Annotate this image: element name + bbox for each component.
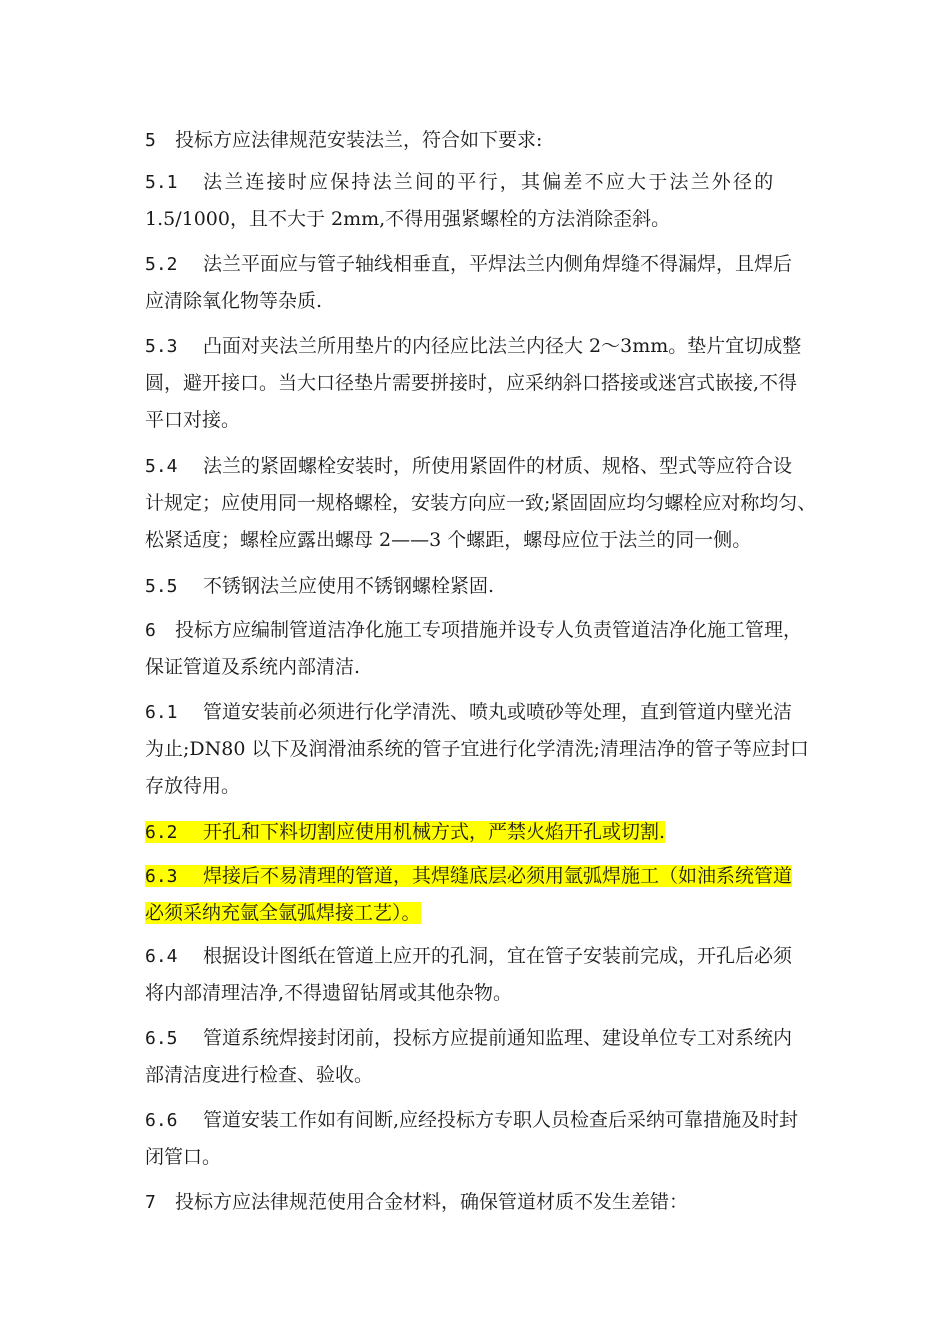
paragraph-text: 根据设计图纸在管道上应开的孔洞，宜在管子安装前完成，开孔后必须 xyxy=(203,945,793,967)
paragraph-5-3 xyxy=(145,328,815,439)
paragraph-text: 应清除氧化物等杂质. xyxy=(145,290,323,312)
section-number: 6.4 xyxy=(145,946,178,967)
paragraph-6-5 xyxy=(145,1020,815,1094)
paragraph-7 xyxy=(145,1184,815,1221)
section-number: 6.1 xyxy=(145,702,178,723)
paragraph-text: 管道安装工作如有间断,应经投标方专职人员检查后采纳可靠措施及时封 xyxy=(203,1109,799,1131)
section-number: 5.3 xyxy=(145,336,178,357)
paragraph-5-2 xyxy=(145,246,815,320)
section-number: 5 xyxy=(145,130,156,151)
paragraph-text: 法兰的紧固螺栓安装时，所使用紧固件的材质、规格、型式等应符合设 xyxy=(203,455,793,477)
paragraph-text: 闭管口。 xyxy=(145,1146,222,1168)
paragraph-text: 法兰连接时应保持法兰间的平行，其偏差不应大于法兰外径的 xyxy=(203,171,776,193)
paragraph-6-2 xyxy=(145,814,815,851)
section-number: 6.5 xyxy=(145,1028,178,1049)
paragraph-5 xyxy=(145,122,815,159)
paragraph-5-1 xyxy=(145,164,815,238)
paragraph-text: 平口对接。 xyxy=(145,409,241,431)
section-number: 6.3 xyxy=(145,866,178,887)
paragraph-text: 法兰平面应与管子轴线相垂直，平焊法兰内侧角焊缝不得漏焊，且焊后 xyxy=(203,253,793,275)
paragraph-5-5 xyxy=(145,568,815,605)
section-number: 6 xyxy=(145,620,156,641)
paragraph-text: 存放待用。 xyxy=(145,775,241,797)
paragraph-5-4 xyxy=(145,448,815,559)
section-number: 5.2 xyxy=(145,254,178,275)
section-number: 5.5 xyxy=(145,576,178,597)
paragraph-text: 圆，避开接口。当大口径垫片需要拼接时，应采纳斜口搭接或迷宫式嵌接,不得 xyxy=(145,372,798,394)
paragraph-text: 投标方应法律规范使用合金材料，确保管道材质不发生差错： xyxy=(175,1191,689,1213)
paragraph-6 xyxy=(145,612,815,686)
paragraph-6-6 xyxy=(145,1102,815,1176)
paragraph-text: 不锈钢法兰应使用不锈钢螺栓紧固. xyxy=(203,575,495,597)
paragraph-text: 为止;DN80 以下及润滑油系统的管子宜进行化学清洗;清理洁净的管子等应封口 xyxy=(145,738,809,760)
highlighted-text: 必须采纳充氩全氩弧焊接工艺）。 xyxy=(145,902,421,924)
paragraph-text: 投标方应编制管道洁净化施工专项措施并设专人负责管道洁净化施工管理， xyxy=(175,619,803,641)
section-number: 6.2 xyxy=(145,822,178,843)
paragraph-text: 管道安装前必须进行化学清洗、喷丸或喷砂等处理，直到管道内壁光洁 xyxy=(203,701,793,723)
paragraph-text: 管道系统焊接封闭前，投标方应提前通知监理、建设单位专工对系统内 xyxy=(203,1027,793,1049)
section-number: 5.1 xyxy=(145,172,178,193)
paragraph-6-3 xyxy=(145,858,815,932)
paragraph-text: 计规定；应使用同一规格螺栓，安装方向应一致;紧固固应均匀螺栓应对称均匀、 xyxy=(145,492,817,514)
paragraph-text: 1.5/1000，且不大于 2mm,不得用强紧螺栓的方法消除歪斜。 xyxy=(145,208,671,230)
highlighted-text: 开孔和下料切割应使用机械方式，严禁火焰开孔或切割. xyxy=(203,821,666,843)
paragraph-text: 保证管道及系统内部清洁. xyxy=(145,656,361,678)
paragraph-text: 将内部清理洁净,不得遗留钻屑或其他杂物。 xyxy=(145,982,513,1004)
paragraph-6-4 xyxy=(145,938,815,1012)
section-number: 7 xyxy=(145,1192,156,1213)
highlighted-text: 焊接后不易清理的管道，其焊缝底层必须用氩弧焊施工（如油系统管道 xyxy=(203,865,793,887)
paragraph-6-1 xyxy=(145,694,815,805)
paragraph-text: 凸面对夹法兰所用垫片的内径应比法兰内径大 2～3mm。垫片宜切成整 xyxy=(203,335,802,357)
section-number: 6.6 xyxy=(145,1110,178,1131)
section-number: 5.4 xyxy=(145,456,178,477)
paragraph-text: 投标方应法律规范安装法兰，符合如下要求: xyxy=(175,129,543,151)
paragraph-text: 松紧适度；螺栓应露出螺母 2——3 个螺距，螺母应位于法兰的同一侧。 xyxy=(145,529,752,551)
paragraph-text: 部清洁度进行检查、验收。 xyxy=(145,1064,374,1086)
